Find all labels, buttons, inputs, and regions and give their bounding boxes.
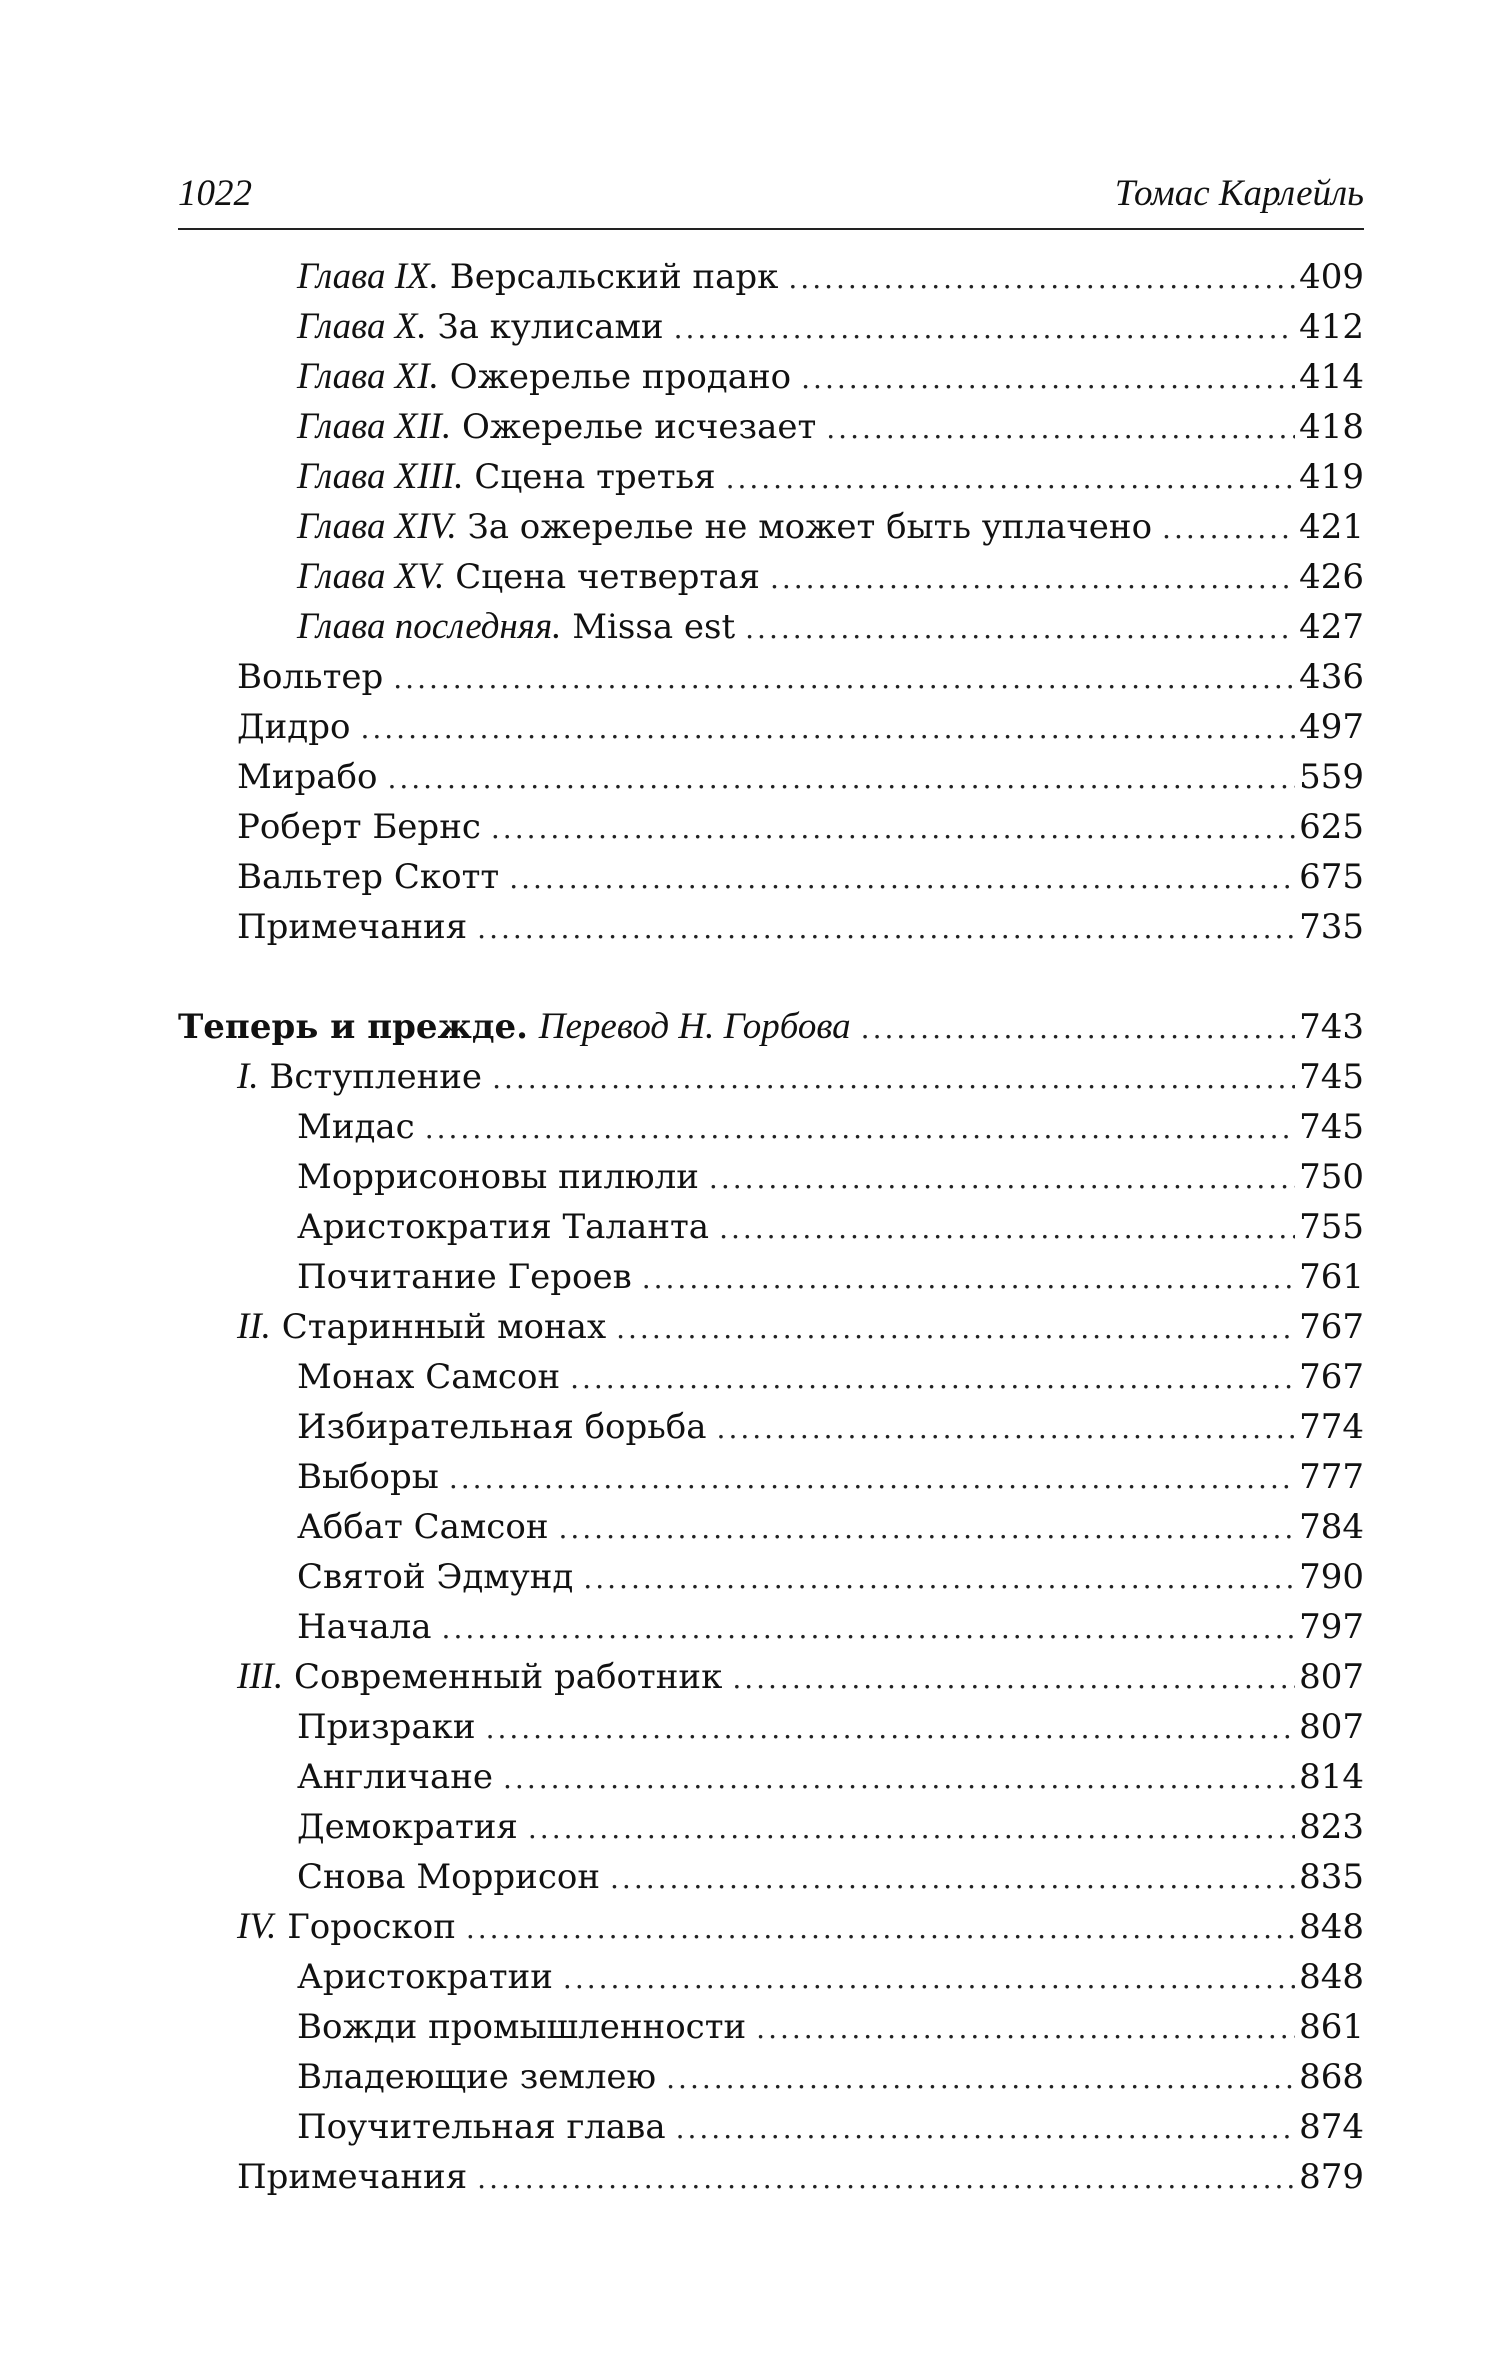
entry-page: 421 xyxy=(1299,507,1364,547)
dot-leader xyxy=(788,256,1295,302)
dot-leader xyxy=(770,556,1295,602)
entry-page: 412 xyxy=(1299,307,1364,347)
toc-entry xyxy=(297,2004,1364,2050)
dot-leader xyxy=(503,1756,1295,1802)
entry-page: 414 xyxy=(1299,357,1364,397)
toc-entry xyxy=(237,1054,1364,1100)
dot-leader xyxy=(726,456,1296,502)
entry-page: 879 xyxy=(1299,2157,1364,2197)
dot-leader xyxy=(486,1706,1296,1752)
dot-leader xyxy=(616,1306,1295,1352)
dot-leader xyxy=(492,1056,1295,1102)
entry-title: Ожерелье исчезает xyxy=(462,407,817,447)
entry-page: 743 xyxy=(1299,1007,1364,1047)
entry-page: 807 xyxy=(1299,1707,1364,1747)
dot-leader xyxy=(491,806,1295,852)
toc-entry xyxy=(297,1204,1364,1250)
dot-leader xyxy=(425,1106,1295,1152)
entry-title: Избирательная борьба xyxy=(297,1407,707,1447)
dot-leader xyxy=(709,1156,1295,1202)
toc-entry xyxy=(297,254,1364,300)
entry-title: Аристократия Таланта xyxy=(297,1207,710,1247)
toc-entry xyxy=(297,504,1364,550)
toc-entry xyxy=(237,1304,1364,1350)
dot-leader xyxy=(583,1556,1295,1602)
toc-entry xyxy=(297,1504,1364,1550)
part-prefix: II. xyxy=(237,1306,271,1347)
dot-leader xyxy=(642,1256,1295,1302)
entry-page: 874 xyxy=(1299,2107,1364,2147)
toc-entry xyxy=(297,1804,1364,1850)
entry-title: Почитание Героев xyxy=(297,1257,632,1297)
dot-leader xyxy=(719,1206,1295,1252)
section-title: Теперь и прежде. xyxy=(178,1007,528,1047)
entry-page: 745 xyxy=(1299,1107,1364,1147)
dot-leader xyxy=(360,706,1295,752)
entry-title: Примечания xyxy=(237,907,468,947)
entry-title: Призраки xyxy=(297,1707,476,1747)
entry-page: 774 xyxy=(1299,1407,1364,1447)
entry-title: Сцена четвертая xyxy=(455,557,760,597)
toc-entry xyxy=(297,1554,1364,1600)
entry-page: 625 xyxy=(1299,807,1364,847)
section-heading xyxy=(178,1004,1364,1050)
toc-entry xyxy=(297,454,1364,500)
entry-title: Англичане xyxy=(297,1757,494,1797)
dot-leader xyxy=(801,356,1295,402)
chapter-prefix: Глава IX. xyxy=(297,256,439,297)
entry-page: 409 xyxy=(1299,257,1364,297)
entry-title: Начала xyxy=(297,1607,432,1647)
entry-page: 436 xyxy=(1299,657,1364,697)
dot-leader xyxy=(449,1456,1295,1502)
toc-entry xyxy=(297,1254,1364,1300)
entry-title: Мирабо xyxy=(237,757,378,797)
entry-title: Примечания xyxy=(237,2157,468,2197)
entry-title: Современный работник xyxy=(294,1657,723,1697)
toc-entry xyxy=(297,2054,1364,2100)
entry-title: Ожерелье продано xyxy=(449,357,792,397)
toc-entry xyxy=(237,704,1364,750)
toc-entry xyxy=(297,1604,1364,1650)
toc-entry xyxy=(297,404,1364,450)
toc-entry xyxy=(297,2104,1364,2150)
dot-leader xyxy=(393,656,1295,702)
toc-entry xyxy=(237,804,1364,850)
entry-page: 559 xyxy=(1299,757,1364,797)
entry-title: Святой Эдмунд xyxy=(297,1557,574,1597)
dot-leader xyxy=(558,1506,1295,1552)
entry-page: 848 xyxy=(1299,1907,1364,1947)
entry-page: 497 xyxy=(1299,707,1364,747)
entry-page: 861 xyxy=(1299,2007,1364,2047)
toc-entry xyxy=(297,1404,1364,1450)
entry-title: Роберт Бернс xyxy=(237,807,481,847)
entry-page: 807 xyxy=(1299,1657,1364,1697)
toc-entry xyxy=(237,754,1364,800)
part-prefix: IV. xyxy=(237,1906,277,1947)
dot-leader xyxy=(477,2156,1295,2202)
entry-page: 427 xyxy=(1299,607,1364,647)
dot-leader xyxy=(442,1606,1296,1652)
entry-page: 418 xyxy=(1299,407,1364,447)
dot-leader xyxy=(477,906,1295,952)
chapter-prefix: Глава X. xyxy=(297,306,427,347)
toc-entry xyxy=(297,554,1364,600)
dot-leader xyxy=(387,756,1295,802)
entry-title: Монах Самсон xyxy=(297,1357,561,1397)
page-header xyxy=(178,168,1364,228)
entry-title: Аристократии xyxy=(297,1957,553,1997)
entry-title: Выборы xyxy=(297,1457,439,1497)
section-translator: Перевод Н. Горбова xyxy=(538,1006,851,1047)
entry-title: Дидро xyxy=(237,707,351,747)
entry-page: 814 xyxy=(1299,1757,1364,1797)
chapter-prefix: Глава XII. xyxy=(297,406,452,447)
dot-leader xyxy=(732,1656,1295,1702)
toc-entry xyxy=(237,1654,1364,1700)
entry-page: 735 xyxy=(1299,907,1364,947)
entry-title: Вступление xyxy=(269,1057,483,1097)
toc-entry xyxy=(237,1904,1364,1950)
dot-leader xyxy=(563,1956,1295,2002)
toc-entry xyxy=(297,604,1364,650)
dot-leader xyxy=(466,1906,1295,1952)
part-prefix: III. xyxy=(237,1656,284,1697)
dot-leader xyxy=(676,2106,1296,2152)
chapter-prefix: Глава последняя. xyxy=(297,606,562,647)
entry-title: Гороскоп xyxy=(287,1907,456,1947)
toc-entry xyxy=(237,2154,1364,2200)
dot-leader xyxy=(610,1856,1295,1902)
dot-leader xyxy=(826,406,1295,452)
entry-title: Снова Моррисон xyxy=(297,1857,601,1897)
entry-title: Поучительная глава xyxy=(297,2107,666,2147)
entry-title: Демократия xyxy=(297,1807,518,1847)
entry-page: 761 xyxy=(1299,1257,1364,1297)
part-prefix: I. xyxy=(237,1056,259,1097)
toc-entry xyxy=(297,1454,1364,1500)
entry-title: За кулисами xyxy=(437,307,664,347)
entry-title: Моррисоновы пилюли xyxy=(297,1157,699,1197)
entry-title: Missa est xyxy=(572,607,736,647)
entry-page: 868 xyxy=(1299,2057,1364,2097)
toc-entry xyxy=(297,1704,1364,1750)
entry-page: 767 xyxy=(1299,1307,1364,1347)
entry-title: Вожди промышленности xyxy=(297,2007,747,2047)
dot-leader xyxy=(570,1356,1295,1402)
toc-entry xyxy=(297,1854,1364,1900)
entry-page: 675 xyxy=(1299,857,1364,897)
entry-page: 797 xyxy=(1299,1607,1364,1647)
dot-leader xyxy=(745,606,1295,652)
dot-leader xyxy=(509,856,1295,902)
chapter-prefix: Глава XIII. xyxy=(297,456,464,497)
toc-entry xyxy=(297,1354,1364,1400)
entry-title: Вольтер xyxy=(237,657,384,697)
toc-entry xyxy=(297,1154,1364,1200)
chapter-prefix: Глава XI. xyxy=(297,356,439,397)
entry-title: Мидас xyxy=(297,1107,415,1147)
entry-page: 767 xyxy=(1299,1357,1364,1397)
entry-title: За ожерелье не может быть уплачено xyxy=(467,507,1153,547)
entry-page: 419 xyxy=(1299,457,1364,497)
toc-entry xyxy=(297,1104,1364,1150)
entry-title: Аббат Самсон xyxy=(297,1507,549,1547)
dot-leader xyxy=(717,1406,1296,1452)
toc-entry xyxy=(297,354,1364,400)
toc-entry xyxy=(237,854,1364,900)
entry-page: 848 xyxy=(1299,1957,1364,1997)
entry-page: 835 xyxy=(1299,1857,1364,1897)
page-number: 1022 xyxy=(178,173,252,214)
chapter-prefix: Глава XIV. xyxy=(297,506,457,547)
entry-page: 777 xyxy=(1299,1457,1364,1497)
dot-leader xyxy=(861,1006,1295,1052)
entry-page: 790 xyxy=(1299,1557,1364,1597)
dot-leader xyxy=(1162,506,1295,552)
header-rule xyxy=(178,228,1364,230)
entry-title: Сцена третья xyxy=(474,457,716,497)
dot-leader xyxy=(756,2006,1295,2052)
entry-page: 750 xyxy=(1299,1157,1364,1197)
running-title: Томас Карлейль xyxy=(1114,173,1364,214)
entry-title: Владеющие землею xyxy=(297,2057,657,2097)
toc-entry xyxy=(297,1954,1364,2000)
dot-leader xyxy=(666,2056,1295,2102)
entry-page: 426 xyxy=(1299,557,1364,597)
toc-entry xyxy=(297,304,1364,350)
entry-page: 784 xyxy=(1299,1507,1364,1547)
toc-entry xyxy=(237,654,1364,700)
toc-entry xyxy=(297,1754,1364,1800)
entry-page: 823 xyxy=(1299,1807,1364,1847)
dot-leader xyxy=(674,306,1296,352)
entry-title: Старинный монах xyxy=(281,1307,607,1347)
entry-title: Версальский парк xyxy=(449,257,779,297)
entry-page: 755 xyxy=(1299,1207,1364,1247)
entry-page: 745 xyxy=(1299,1057,1364,1097)
dot-leader xyxy=(528,1806,1295,1852)
entry-title: Вальтер Скотт xyxy=(237,857,500,897)
chapter-prefix: Глава XV. xyxy=(297,556,445,597)
toc-entry xyxy=(237,904,1364,950)
